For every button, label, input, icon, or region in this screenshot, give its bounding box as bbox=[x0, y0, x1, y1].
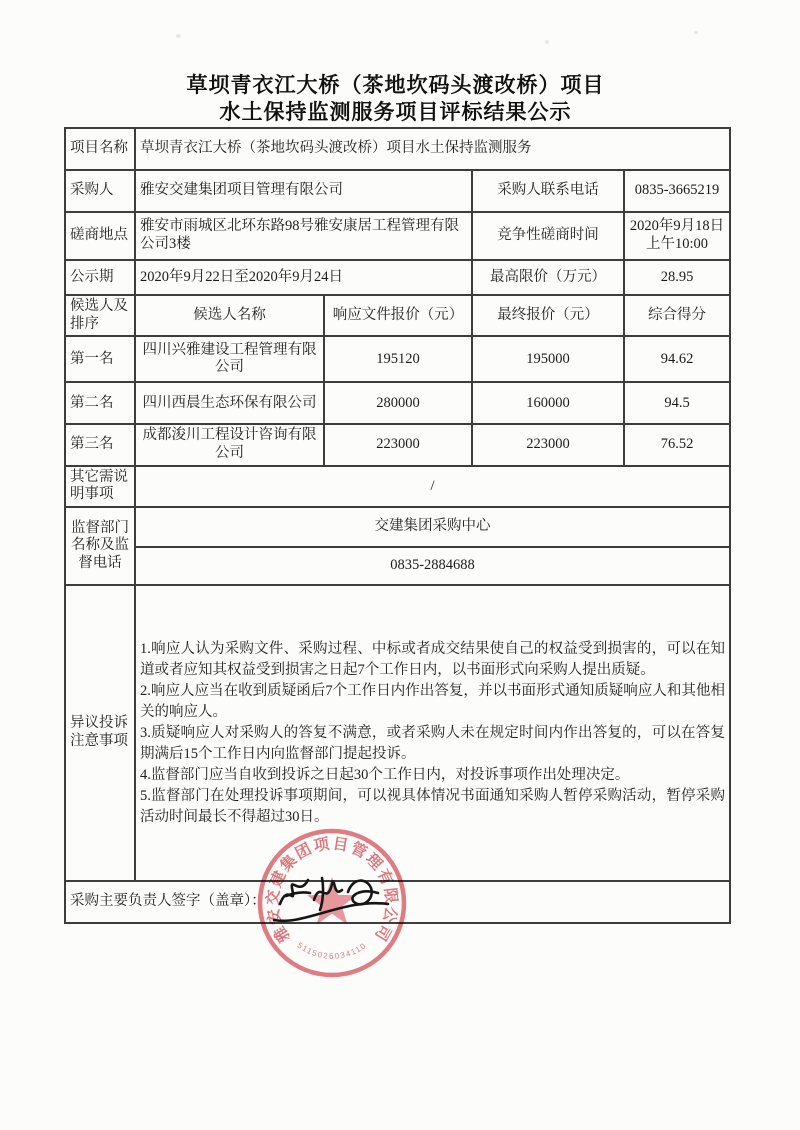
candidate-rank: 第一名 bbox=[65, 336, 135, 382]
supervision-phone-value: 0835-2884688 bbox=[135, 547, 730, 585]
candidate-row bbox=[65, 424, 730, 465]
candidate-final-price: 223000 bbox=[472, 424, 624, 465]
rank-header: 候选人及排序 bbox=[65, 295, 135, 336]
negotiation-time-hour: 上午10:00 bbox=[645, 236, 709, 252]
other-notes-value: / bbox=[135, 466, 730, 507]
objection-label: 异议投诉注意事项 bbox=[65, 585, 135, 881]
purchaser-label: 采购人 bbox=[65, 170, 135, 212]
handwritten-signature bbox=[270, 866, 402, 928]
other-notes-label: 其它需说明事项 bbox=[65, 466, 135, 507]
scan-speck bbox=[545, 40, 549, 44]
supervision-department-row bbox=[65, 507, 730, 547]
candidate-doc-price: 195120 bbox=[324, 336, 472, 382]
supervision-department-value: 交建集团采购中心 bbox=[135, 507, 730, 547]
announcement-table bbox=[64, 127, 731, 924]
candidate-rank: 第二名 bbox=[65, 382, 135, 424]
candidate-final-price: 195000 bbox=[472, 336, 624, 382]
candidate-name: 四川兴雅建设工程管理有限公司 bbox=[135, 336, 324, 382]
project-name-row bbox=[65, 128, 730, 170]
purchaser-row bbox=[65, 170, 730, 212]
objection-item: 4.监督部门应当自收到投诉之日起30个工作日内，对投诉事项作出处理决定。 bbox=[140, 766, 630, 783]
candidate-rank: 第三名 bbox=[65, 424, 135, 465]
seal-code-text: 5115026034110 bbox=[295, 940, 369, 961]
purchaser-phone-value: 0835-3665219 bbox=[624, 170, 730, 212]
candidate-score: 76.52 bbox=[624, 424, 730, 465]
supervision-label: 监督部门名称及监督电话 bbox=[65, 507, 135, 585]
purchaser-value: 雅安交建集团项目管理有限公司 bbox=[135, 170, 472, 212]
objection-item: 3.质疑响应人对采购人的答复不满意，或者采购人未在规定时间内作出答复的，可以在答复期满后15个工作日内向监督部门提起投诉。 bbox=[140, 724, 725, 762]
candidate-final-price: 160000 bbox=[472, 382, 624, 424]
other-notes-row bbox=[65, 466, 730, 507]
signature-label: 采购主要负责人签字（盖章）： bbox=[65, 881, 730, 923]
candidate-doc-price: 280000 bbox=[324, 382, 472, 424]
purchaser-phone-label: 采购人联系电话 bbox=[472, 170, 624, 212]
max-price-value: 28.95 bbox=[624, 260, 730, 295]
score-header: 综合得分 bbox=[624, 295, 730, 336]
publicity-label: 公示期 bbox=[65, 260, 135, 295]
venue-label: 磋商地点 bbox=[65, 212, 135, 260]
candidate-name-header: 候选人名称 bbox=[135, 295, 324, 336]
objection-item: 2.响应人应当在收到质疑函后7个工作日内作出答复，并以书面形式通知质疑响应人和其他相关的响应人。 bbox=[140, 682, 725, 720]
final-price-header: 最终报价（元） bbox=[472, 295, 624, 336]
candidate-row bbox=[65, 382, 730, 424]
objection-text bbox=[135, 585, 730, 881]
project-name-value: 草坝青衣江大桥（茶地坎码头渡改桥）项目水土保持监测服务 bbox=[135, 128, 730, 170]
publicity-row bbox=[65, 260, 730, 295]
candidate-score: 94.5 bbox=[624, 382, 730, 424]
doc-price-header: 响应文件报价（元） bbox=[324, 295, 472, 336]
scan-speck bbox=[694, 31, 698, 34]
document-title-line1: 草坝青衣江大桥（茶地坎码头渡改桥）项目 bbox=[186, 74, 605, 97]
candidates-header-row bbox=[65, 295, 730, 336]
negotiation-time-label: 竞争性磋商时间 bbox=[472, 212, 624, 260]
candidate-name: 成都浚川工程设计咨询有限公司 bbox=[135, 424, 324, 465]
candidate-row bbox=[65, 336, 730, 382]
negotiation-time-date: 2020年9月18日 bbox=[629, 218, 725, 235]
publicity-value: 2020年9月22日至2020年9月24日 bbox=[135, 260, 472, 295]
venue-value: 雅安市雨城区北环东路98号雅安康居工程管理有限公司3楼 bbox=[135, 212, 472, 260]
svg-text:5115026034110 bbox=[295, 941, 368, 961]
project-name-label: 项目名称 bbox=[65, 128, 135, 170]
candidate-score: 94.62 bbox=[624, 336, 730, 382]
negotiation-time-value bbox=[624, 212, 730, 260]
candidate-name: 四川西晨生态环保有限公司 bbox=[135, 382, 324, 424]
candidate-doc-price: 223000 bbox=[324, 424, 472, 465]
objection-item: 5.监督部门在处理投诉事项期间，可以视具体情况书面通知采购人暂停采购活动，暂停采购活动时间最长不得超过30日。 bbox=[140, 787, 725, 825]
objection-item: 1.响应人认为采购文件、采购过程、中标或者成交结果使自己的权益受到损害的，可以在知道或者应知其权益受到损害之日起7个工作日内，以书面形式向采购人提出质疑。 bbox=[140, 640, 725, 678]
document-title-line2: 水土保持监测服务项目评标结果公示 bbox=[219, 101, 572, 124]
venue-row bbox=[65, 212, 730, 260]
supervision-phone-row bbox=[65, 547, 730, 585]
seal-company-text: 雅安交建集团项目管理有限公司 bbox=[264, 835, 400, 946]
scan-speck bbox=[176, 34, 181, 38]
max-price-label: 最高限价（万元） bbox=[472, 260, 624, 295]
document-title bbox=[64, 72, 727, 126]
